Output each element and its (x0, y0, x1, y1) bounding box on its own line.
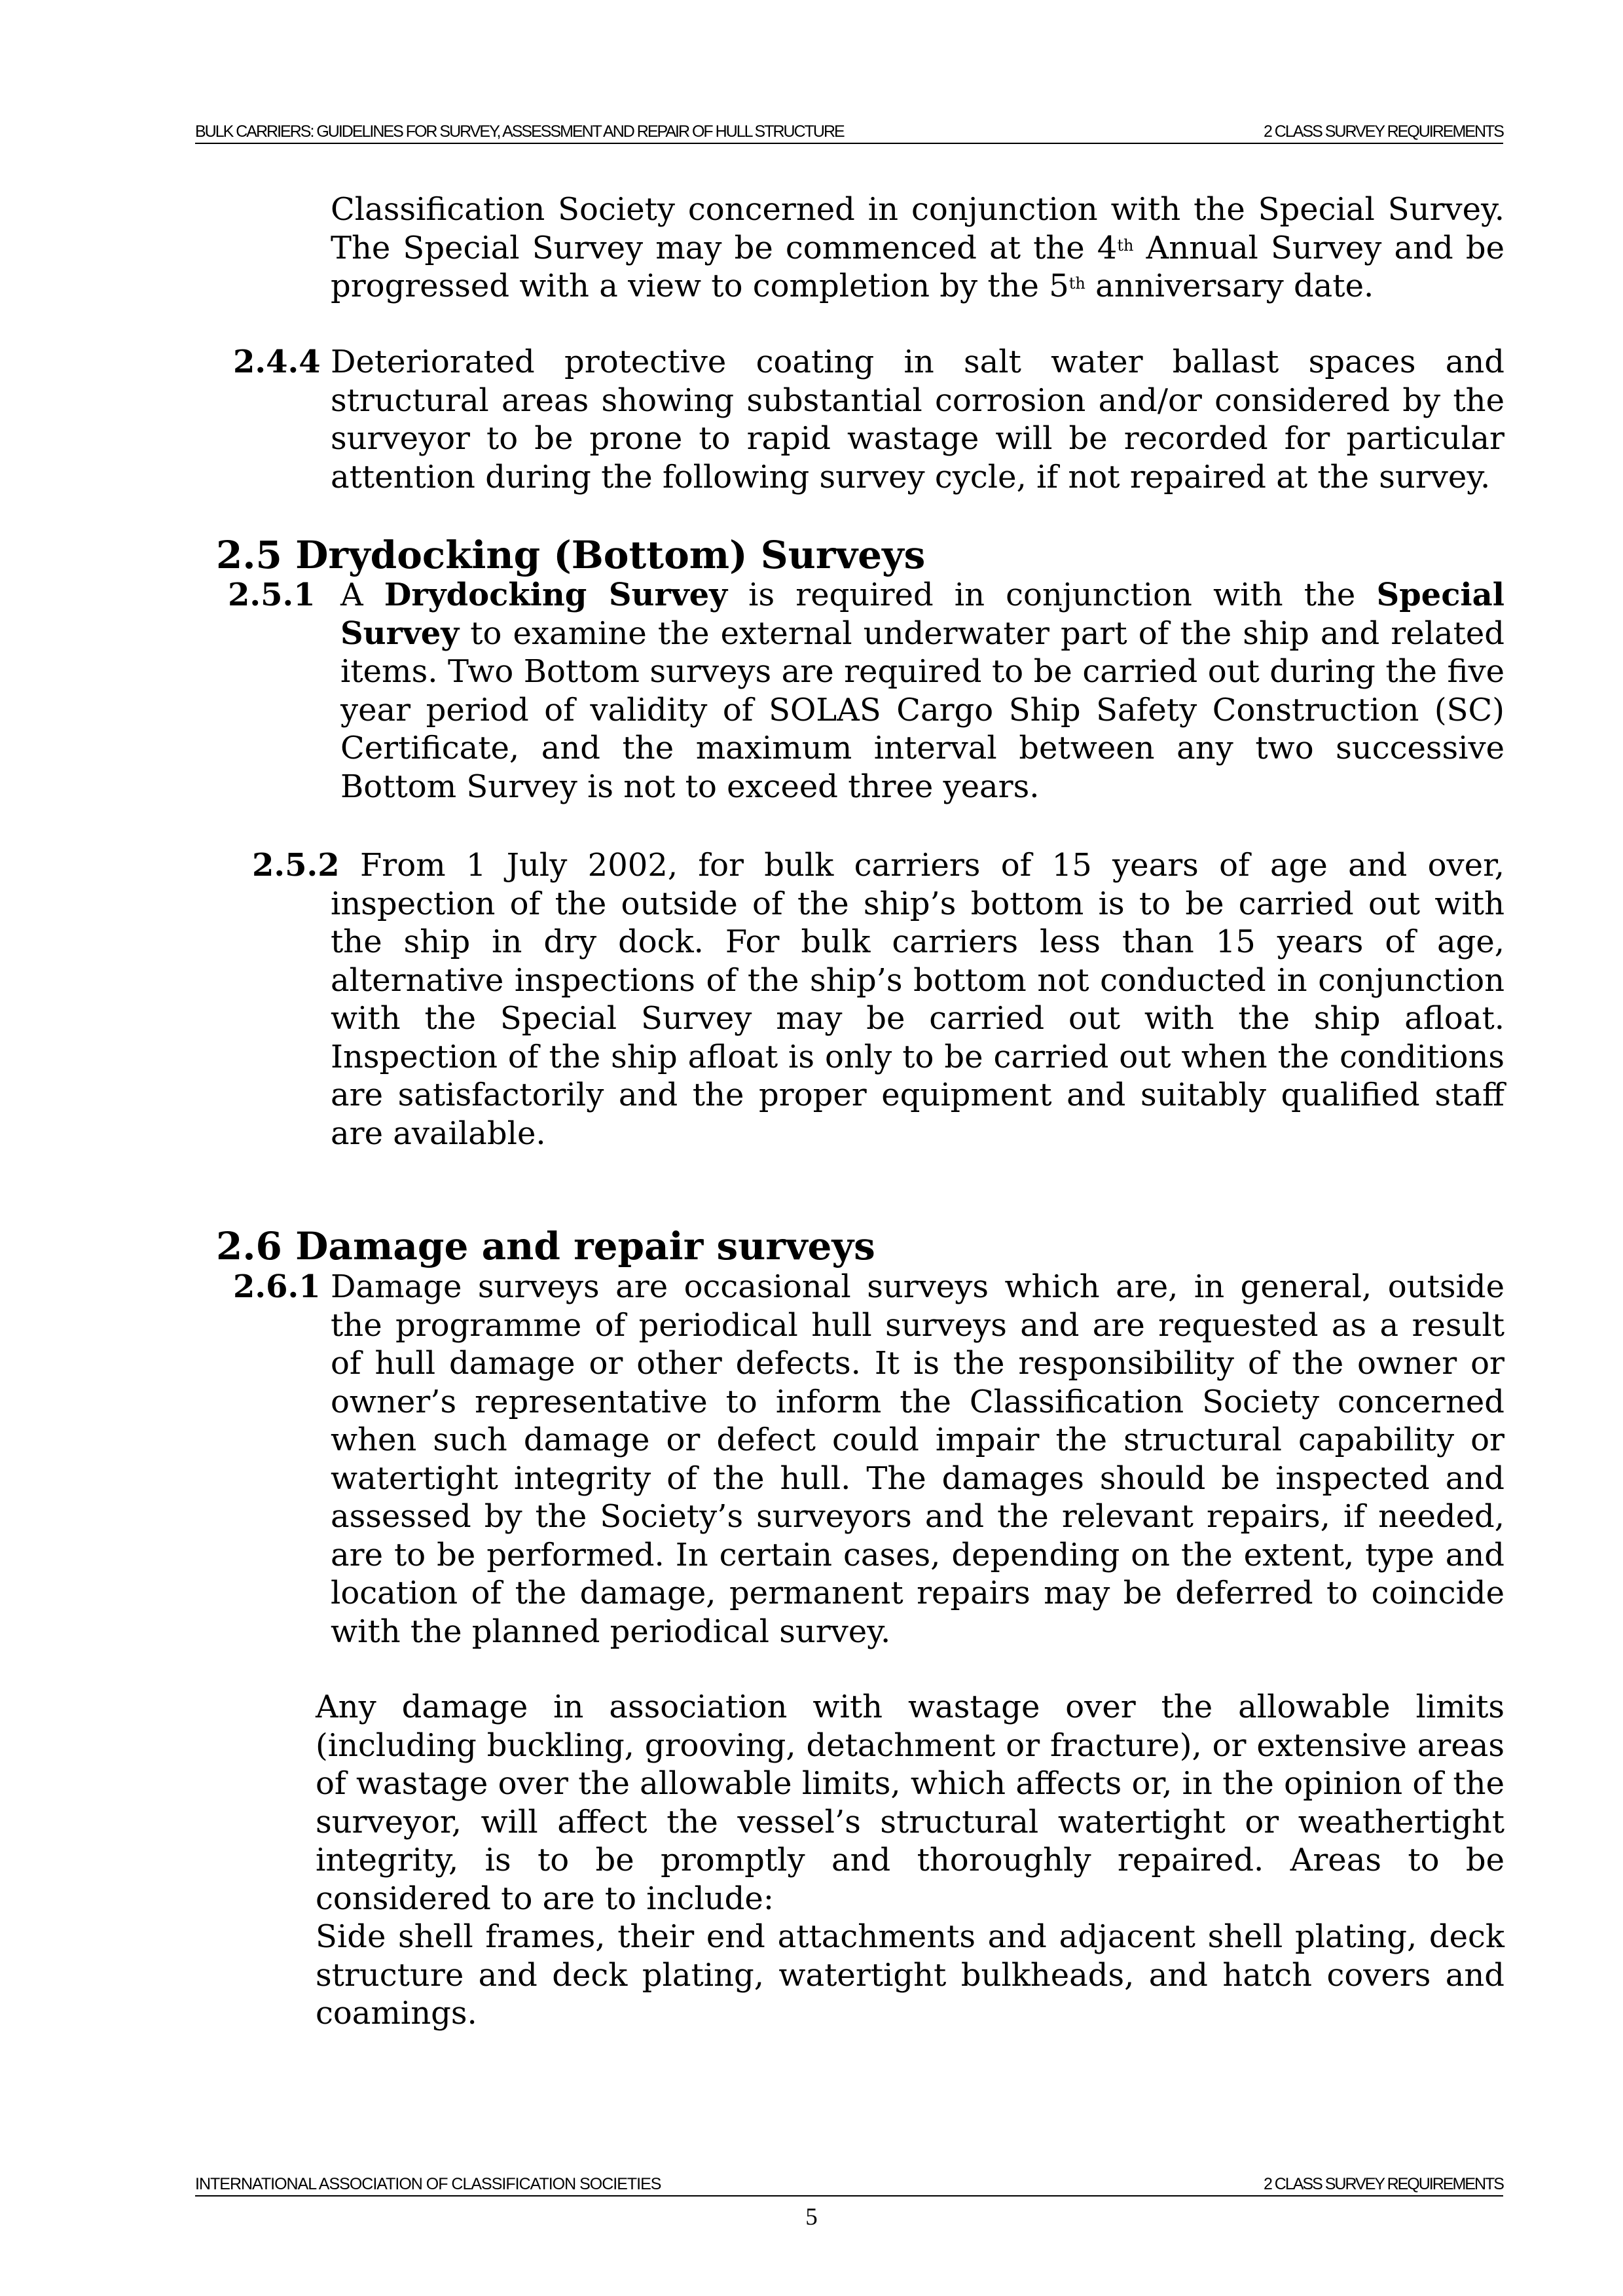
footer-organisation: INTERNATIONAL ASSOCIATION OF CLASSIFICATION SOCIETIES (195, 2175, 661, 2193)
page-number: 5 (805, 2204, 818, 2231)
section-heading-2-5: 2.5 Drydocking (Bottom) Surveys (216, 533, 926, 577)
page-footer (195, 2172, 1503, 2197)
clause-2-5-1-text (340, 576, 1504, 806)
clause-number-2-5-1: 2.5.1 (228, 577, 316, 613)
clause-number-2-4-4: 2.4.4 (233, 344, 321, 380)
ordinal-suffix: th (1068, 274, 1085, 293)
intro-text-c: anniversary date. (1085, 268, 1374, 304)
header-section-title: 2 CLASS SURVEY REQUIREMENTS (1263, 122, 1503, 141)
clause-2-6-1-text: Damage surveys are occasional surveys which are, in general, outside the programme of periodical hull surveys and are requested as a result of hull damage or other defects. It is the responsibility of the owner or owner’s representative to inform the Classification Society concerned when such damage or defect could impair the structural capability or watertight integrity of the hull. The damages should be inspected and assessed by the Society’s surveyors and the relevant repairs, if needed, are to be performed. In certain cases, depending on the extent, type and location of the damage, permanent repairs may be deferred to coincide with the planned periodical survey. (331, 1268, 1504, 1650)
clause-2-4-4-text: Deteriorated protective coating in salt water ballast spaces and structural areas showing substantial corrosion and/or considered by the surveyor to be prone to rapid wastage will be recorded for particular attention during the following survey cycle, if not repaired at the survey. (331, 344, 1504, 495)
damage-repair-paragraph: Any damage in association with wastage over the allowable limits (including buckling, grooving, detachment or fracture), or extensive areas of wastage over the allowable limits, which affects or, in the opinion of the surveyor, will affect the vessel’s structural watertight or weathertight integrity, is to be promptly and thoroughly repaired. Areas to be considered to are to include: (316, 1689, 1504, 1917)
intro-paragraph (331, 190, 1504, 306)
clause-2-5-1-text-c: to examine the external underwater part of the ship and related items. Two Bottom surveys are required to be carried out during the five year period of validity of SOLAS Cargo Ship Safety Construction (SC) Certificate, and the maximum interval between any two successive Bottom Survey is not to exceed three years. (340, 615, 1504, 805)
clause-2-5-1-text-b: is required in conjunction with the (727, 577, 1377, 613)
term-special-survey: Special Survey (340, 577, 1504, 652)
clause-2-5-1-text-a: A (340, 577, 384, 613)
footer-section-title: 2 CLASS SURVEY REQUIREMENTS (1263, 2175, 1503, 2193)
section-heading-2-6: 2.6 Damage and repair surveys (216, 1224, 875, 1268)
clause-number-2-6-1: 2.6.1 (233, 1268, 321, 1305)
header-document-title: BULK CARRIERS: GUIDELINES FOR SURVEY, ASSESSMENT AND REPAIR OF HULL STRUCTURE (195, 122, 844, 141)
areas-list-paragraph: Side shell frames, their end attachments and adjacent shell plating, deck structure and deck plating, watertight bulkheads, and hatch covers and coamings. (316, 1918, 1504, 2032)
intro-text-b: Annual Survey and be progressed with a view to completion by the 5 (331, 229, 1504, 304)
ordinal-suffix: th (1117, 236, 1134, 255)
page-header (195, 119, 1503, 144)
clause-2-5-2-body: From 1 July 2002, for bulk carriers of 15 years of age and over, inspection of the outside of the ship’s bottom is to be carried out with the ship in dry dock. For bulk carriers less than 15 years of age, alternative inspections of the ship’s bottom not conducted in conjunction with the Special Survey may be carried out with the ship afloat. Inspection of the ship afloat is only to be carried out when the conditions are satisfactorily and the proper equipment and suitably qualified staff are available. (331, 847, 1504, 1152)
intro-text-a: Classification Society concerned in conjunction with the Special Survey. The Special Survey may be commenced at the 4 (331, 191, 1504, 266)
clause-number-2-5-2: 2.5.2 (252, 847, 340, 884)
clause-2-5-2-text (252, 846, 1504, 1153)
term-drydocking-survey: Drydocking Survey (384, 577, 728, 613)
